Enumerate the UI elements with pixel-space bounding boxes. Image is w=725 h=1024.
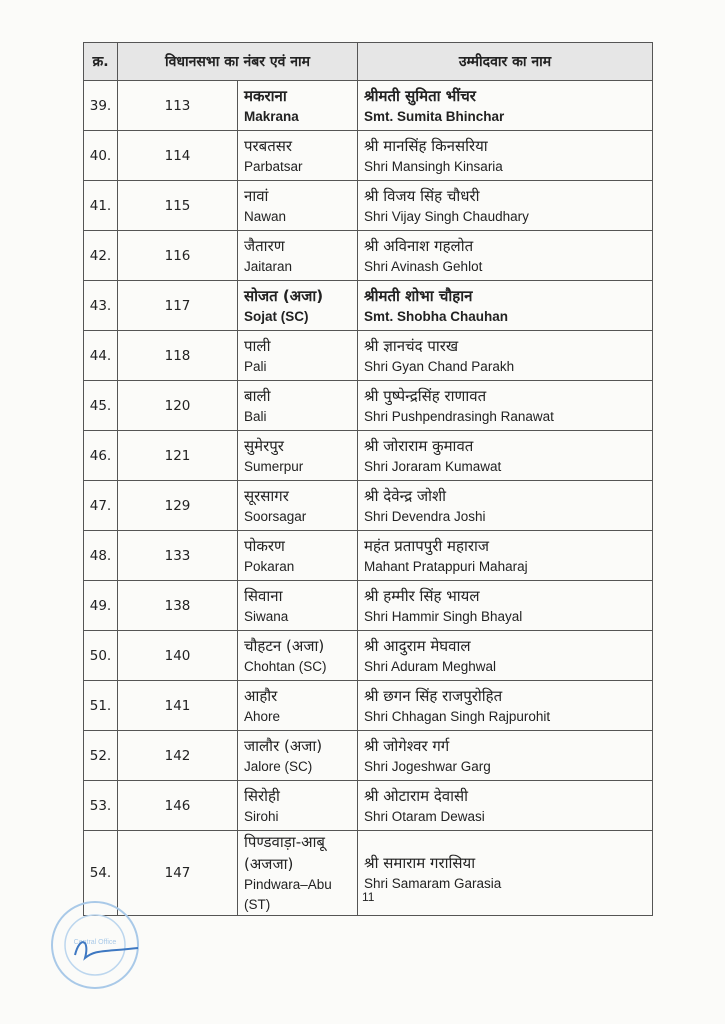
constituency-name: [238, 481, 358, 531]
constituency-name: [238, 631, 358, 681]
constituency-name-english: Jalore (SC): [244, 758, 313, 774]
table-header: [84, 43, 653, 81]
constituency-name-english: Ahore: [244, 708, 281, 724]
candidate-name: [358, 781, 653, 831]
svg-text:Central Office: Central Office: [73, 939, 117, 946]
constituency-name: [238, 181, 358, 231]
serial-number: 51.: [84, 681, 118, 731]
constituency-number: 118: [118, 331, 238, 381]
constituency-name-hindi: सुमेरपुर: [244, 436, 284, 455]
serial-number: 48.: [84, 531, 118, 581]
candidate-name-english: Smt. Sumita Bhinchar: [364, 108, 505, 124]
table-row: [84, 481, 653, 531]
table-row: [84, 681, 653, 731]
serial-number: 43.: [84, 281, 118, 331]
serial-number: 46.: [84, 431, 118, 481]
candidate-name-hindi: श्री आदुराम मेघवाल: [364, 636, 471, 655]
candidate-name: [358, 131, 653, 181]
constituency-name-english: Sirohi: [244, 808, 279, 824]
candidate-name: [358, 281, 653, 331]
constituency-name-hindi: नावां: [244, 186, 269, 205]
constituency-name-hindi: पाली: [244, 336, 271, 355]
serial-number: 52.: [84, 731, 118, 781]
serial-number: 53.: [84, 781, 118, 831]
candidate-name-hindi: श्री विजय सिंह चौधरी: [364, 186, 480, 205]
constituency-name: [238, 81, 358, 131]
constituency-name-english: Pindwara–Abu (ST): [244, 877, 332, 912]
table-row: [84, 431, 653, 481]
candidate-name: [358, 331, 653, 381]
constituency-name-english: Nawan: [244, 208, 287, 224]
candidate-name-hindi: श्री हम्मीर सिंह भायल: [364, 586, 480, 605]
candidate-name-english: Shri Jogeshwar Garg: [364, 758, 491, 774]
serial-number: 47.: [84, 481, 118, 531]
constituency-name: [238, 531, 358, 581]
candidate-name: [358, 531, 653, 581]
candidate-name-hindi: श्रीमती सुमिता भींचर: [364, 86, 476, 105]
candidate-name-english: Shri Otaram Dewasi: [364, 808, 485, 824]
constituency-number: 129: [118, 481, 238, 531]
constituency-number: 121: [118, 431, 238, 481]
constituency-number: 113: [118, 81, 238, 131]
candidate-name: [358, 481, 653, 531]
constituency-number: 140: [118, 631, 238, 681]
constituency-number: 141: [118, 681, 238, 731]
table-row: [84, 231, 653, 281]
constituency-name-hindi: जालौर (अजा): [244, 736, 323, 755]
serial-number: 49.: [84, 581, 118, 631]
candidate-name-hindi: श्री अविनाश गहलोत: [364, 236, 474, 255]
constituency-number: 142: [118, 731, 238, 781]
constituency-number: 147: [118, 831, 238, 916]
serial-number: 40.: [84, 131, 118, 181]
candidate-name-english: Shri Devendra Joshi: [364, 508, 486, 524]
constituency-number: 133: [118, 531, 238, 581]
candidate-name: [358, 581, 653, 631]
table-row: [84, 281, 653, 331]
candidate-name-english: Shri Vijay Singh Chaudhary: [364, 208, 529, 224]
constituency-name-hindi: पिण्डवाड़ा-आबू (अजजा): [244, 833, 325, 873]
serial-number: 54.: [84, 831, 118, 916]
constituency-name-english: Sumerpur: [244, 458, 304, 474]
constituency-name-hindi: मकराना: [244, 86, 287, 105]
constituency-name-hindi: जैतारण: [244, 236, 285, 255]
candidate-name-hindi: श्री जोगेश्वर गर्ग: [364, 736, 450, 755]
constituency-name: [238, 681, 358, 731]
candidate-name-english: Shri Pushpendrasingh Ranawat: [364, 408, 554, 424]
candidate-name-hindi: श्री पुष्पेन्द्रसिंह राणावत: [364, 386, 487, 405]
candidate-name-hindi: श्री जोराराम कुमावत: [364, 436, 474, 455]
constituency-name-hindi: बाली: [244, 386, 271, 405]
candidate-name: [358, 631, 653, 681]
candidate-name-hindi: श्रीमती शोभा चौहान: [364, 286, 473, 305]
constituency-name: [238, 331, 358, 381]
candidate-name: [358, 181, 653, 231]
candidate-name-english: Shri Avinash Gehlot: [364, 258, 483, 274]
party-seal-stamp: [50, 900, 140, 990]
candidate-name-hindi: श्री छगन सिंह राजपुरोहित: [364, 686, 503, 705]
candidate-name-english: Shri Aduram Meghwal: [364, 658, 497, 674]
table-row: [84, 381, 653, 431]
table-row: [84, 81, 653, 131]
constituency-name-english: Pali: [244, 358, 267, 374]
constituency-name-hindi: सिरोही: [244, 786, 280, 805]
constituency-name: [238, 231, 358, 281]
candidate-name-hindi: श्री मानसिंह किनसरिया: [364, 136, 488, 155]
table-row: [84, 531, 653, 581]
constituency-name: [238, 781, 358, 831]
constituency-number: 117: [118, 281, 238, 331]
table-row: [84, 581, 653, 631]
constituency-name: [238, 581, 358, 631]
constituency-name-hindi: पोकरण: [244, 536, 285, 555]
candidate-name-hindi: श्री समाराम गरासिया: [364, 854, 476, 872]
constituency-name: [238, 731, 358, 781]
candidate-name-english: Shri Mansingh Kinsaria: [364, 158, 503, 174]
header-constituency: विधानसभा का नंबर एवं नाम: [118, 43, 358, 81]
table-row: [84, 331, 653, 381]
constituency-name: [238, 281, 358, 331]
table-row: [84, 181, 653, 231]
table-row: [84, 731, 653, 781]
constituency-name-english: Sojat (SC): [244, 308, 309, 324]
constituency-name-hindi: परबतसर: [244, 136, 293, 155]
serial-number: 45.: [84, 381, 118, 431]
candidate-name: [358, 831, 653, 916]
constituency-name-hindi: सिवाना: [244, 586, 283, 605]
constituency-name-english: Jaitaran: [244, 258, 293, 274]
candidate-name-english: Shri Samaram Garasia: [364, 876, 502, 891]
candidate-table: [83, 42, 653, 916]
constituency-name: [238, 381, 358, 431]
candidate-name: [358, 731, 653, 781]
constituency-number: 120: [118, 381, 238, 431]
candidate-name-english: Shri Chhagan Singh Rajpurohit: [364, 708, 551, 724]
candidate-name-hindi: श्री देवेन्द्र जोशी: [364, 486, 447, 505]
candidate-name-english: Shri Gyan Chand Parakh: [364, 358, 515, 374]
serial-number: 41.: [84, 181, 118, 231]
constituency-number: 116: [118, 231, 238, 281]
candidate-name: [358, 431, 653, 481]
constituency-name-hindi: चौहटन (अजा): [244, 636, 325, 655]
table-row: [84, 631, 653, 681]
candidate-name-hindi: महंत प्रतापपुरी महाराज: [364, 536, 490, 555]
candidate-name: [358, 381, 653, 431]
constituency-name: [238, 431, 358, 481]
page-number: 11: [362, 890, 375, 904]
serial-number: 42.: [84, 231, 118, 281]
candidate-name-english: Shri Hammir Singh Bhayal: [364, 608, 523, 624]
constituency-number: 146: [118, 781, 238, 831]
constituency-number: 115: [118, 181, 238, 231]
candidate-name-english: Mahant Pratappuri Maharaj: [364, 558, 528, 574]
constituency-name-english: Soorsagar: [244, 508, 307, 524]
constituency-number: 138: [118, 581, 238, 631]
candidate-name-english: Shri Joraram Kumawat: [364, 458, 502, 474]
serial-number: 44.: [84, 331, 118, 381]
candidate-name: [358, 681, 653, 731]
candidate-name-hindi: श्री ओटाराम देवासी: [364, 786, 469, 805]
candidate-name: [358, 231, 653, 281]
constituency-name-english: Chohtan (SC): [244, 658, 327, 674]
constituency-name-english: Bali: [244, 408, 267, 424]
serial-number: 39.: [84, 81, 118, 131]
candidate-name-english: Smt. Shobha Chauhan: [364, 308, 509, 324]
header-sn: क्र.: [84, 43, 118, 81]
candidate-name-hindi: श्री ज्ञानचंद पारख: [364, 336, 459, 355]
constituency-name-english: Parbatsar: [244, 158, 303, 174]
constituency-name: [238, 131, 358, 181]
table-row: [84, 781, 653, 831]
constituency-name-hindi: सोजत (अजा): [244, 286, 324, 305]
table-row: [84, 131, 653, 181]
constituency-name-hindi: सूरसागर: [244, 486, 289, 505]
candidate-name: [358, 81, 653, 131]
header-candidate: उम्मीदवार का नाम: [358, 43, 653, 81]
constituency-name: [238, 831, 358, 916]
serial-number: 50.: [84, 631, 118, 681]
constituency-name-english: Pokaran: [244, 558, 295, 574]
constituency-name-english: Siwana: [244, 608, 289, 624]
constituency-name-english: Makrana: [244, 108, 299, 124]
constituency-number: 114: [118, 131, 238, 181]
constituency-name-hindi: आहौर: [244, 686, 278, 705]
